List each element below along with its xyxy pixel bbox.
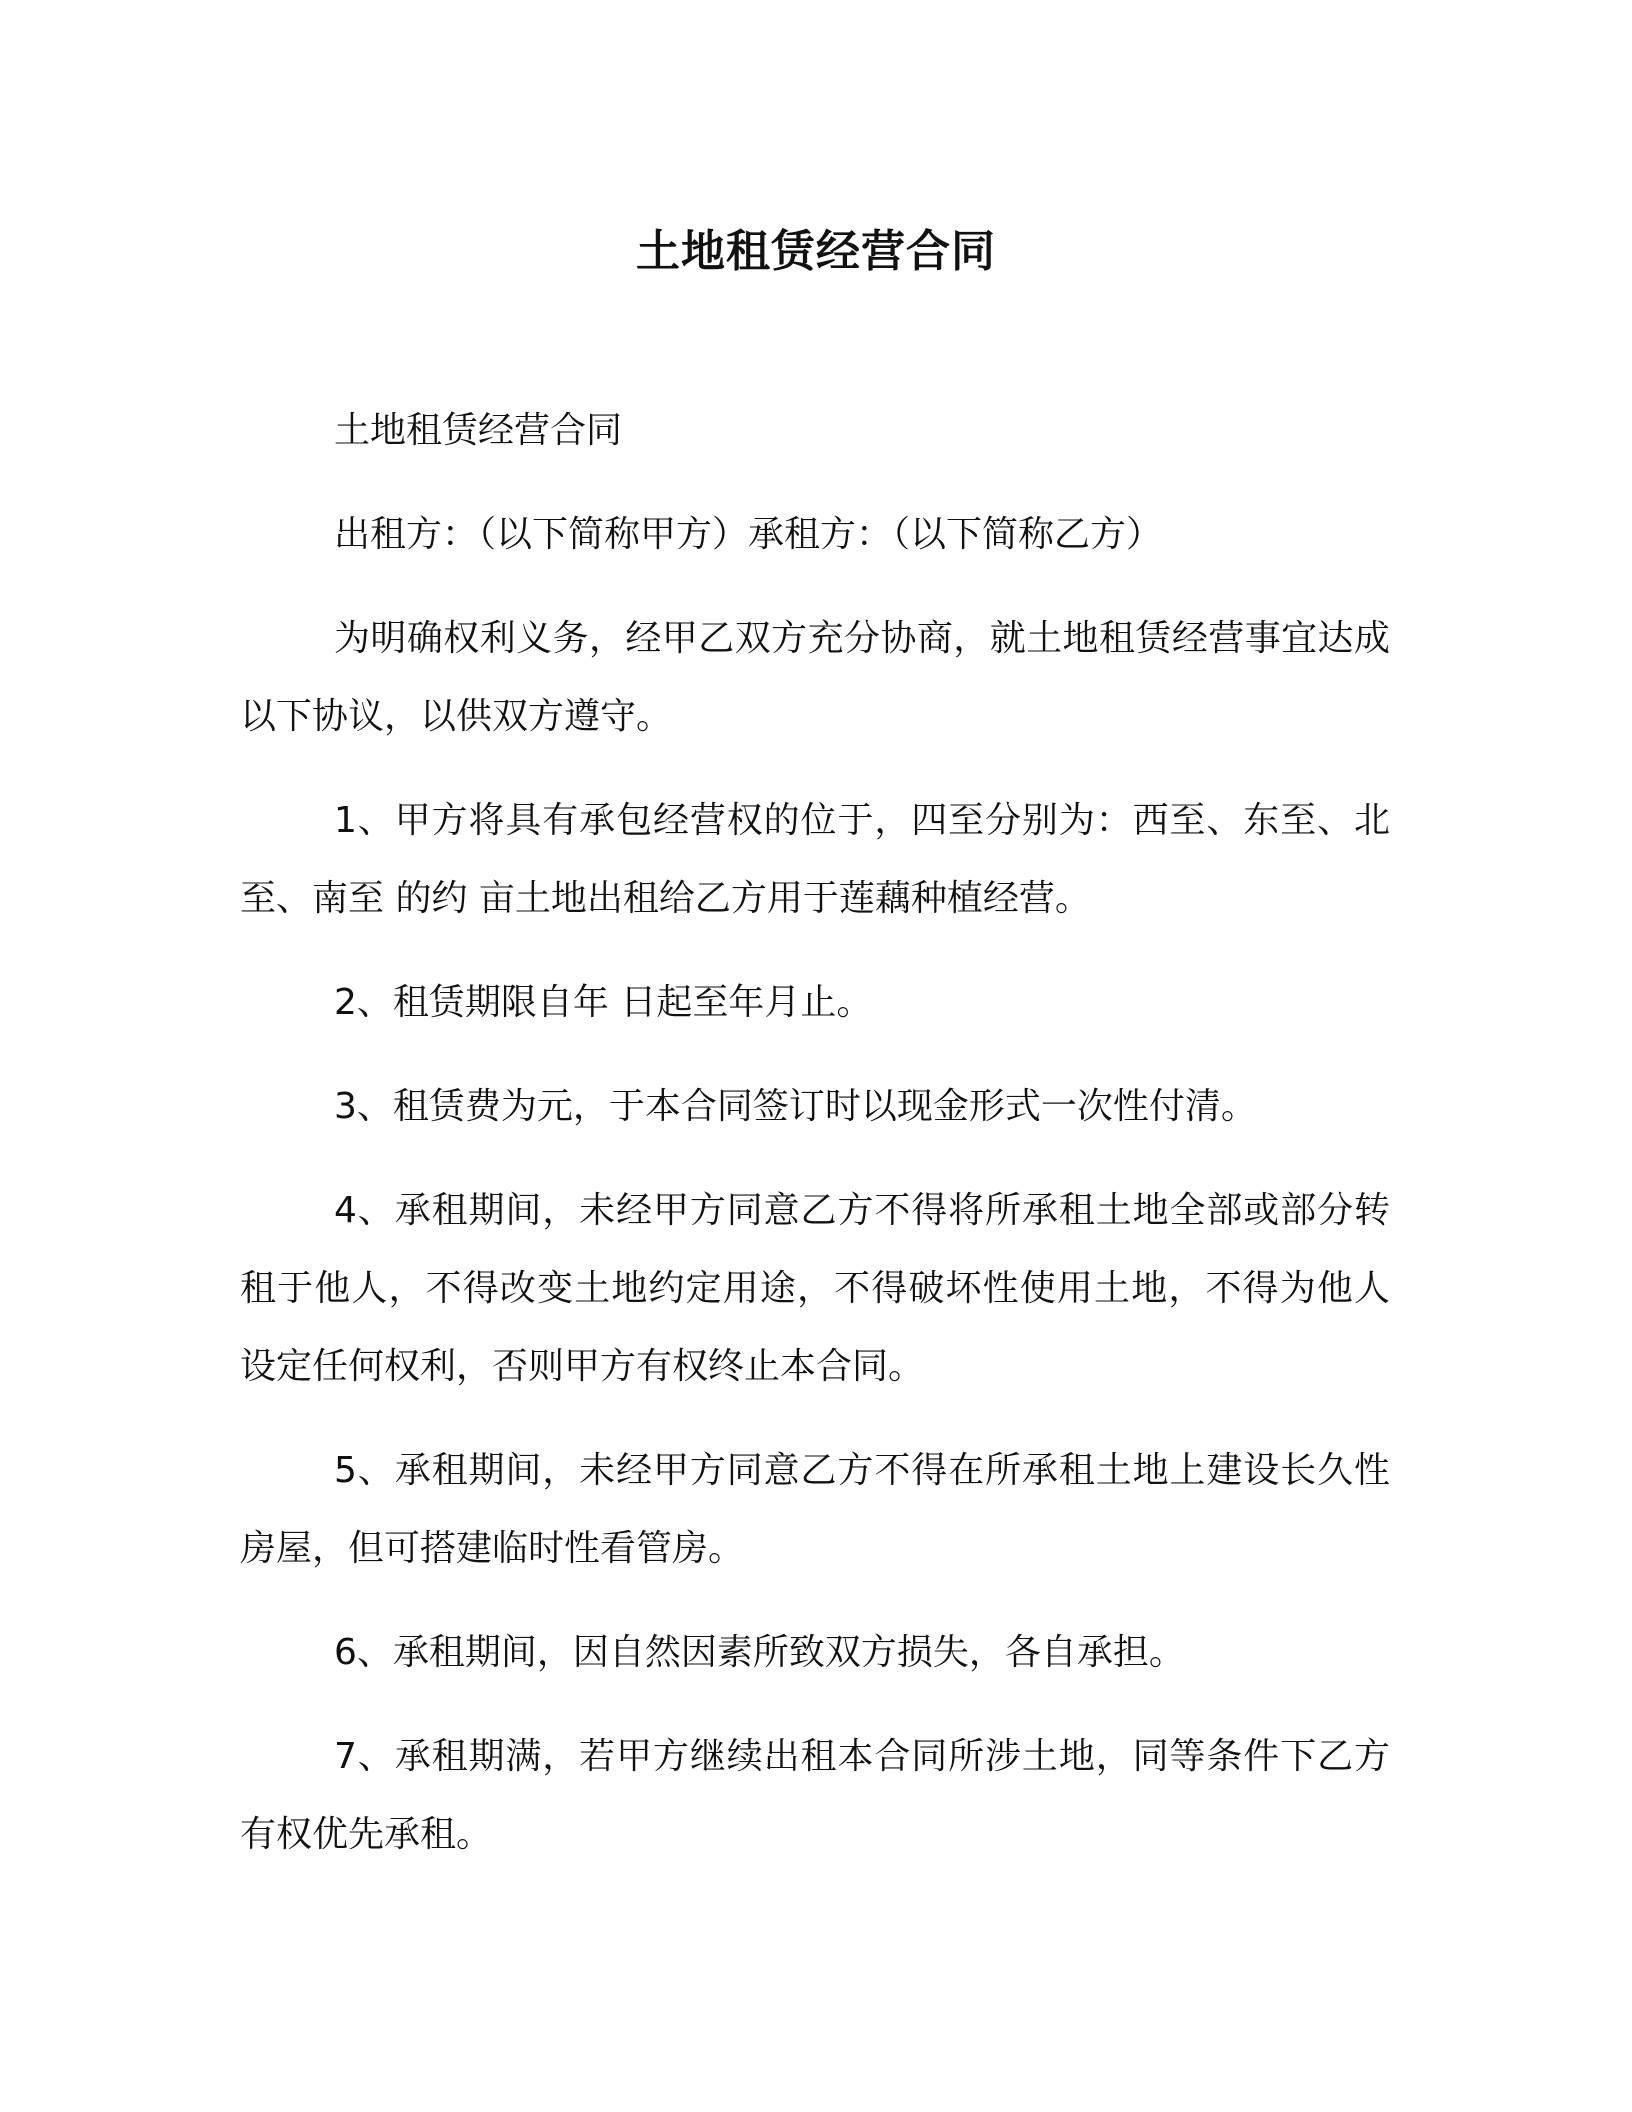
paragraph-clause-3: 3、租赁费为元，于本合同签订时以现金形式一次性付清。: [334, 1086, 1257, 1127]
paragraph-clause-5: 5、承租期间，未经甲方同意乙方不得在所承租土地上建设长久性房屋，但可搭建临时性看管房。: [240, 1450, 1390, 1569]
paragraph-clause-6: 6、承租期间，因自然因素所致双方损失，各自承担。: [334, 1632, 1185, 1673]
paragraph-clause-1: 1、甲方将具有承包经营权的位于，四至分别为：西至、东至、北至、南至 的约 亩土地出租给乙方用于莲藕种植经营。: [240, 800, 1390, 919]
paragraph-preamble: 为明确权利义务，经甲乙双方充分协商，就土地租赁经营事宜达成以下协议，以供双方遵守。: [240, 618, 1390, 737]
document-body: [240, 392, 1390, 1900]
document-title: 土地租赁经营合同: [636, 226, 996, 277]
paragraph-clause-7: 7、承租期满，若甲方继续出租本合同所涉土地，同等条件下乙方有权优先承租。: [240, 1736, 1390, 1855]
paragraph-clause-2: 2、租赁期限自年 日起至年月止。: [334, 982, 873, 1023]
paragraph-clause-4: 4、承租期间，未经甲方同意乙方不得将所承租土地全部或部分转租于他人，不得改变土地约定用途，不得破坏性使用土地，不得为他人设定任何权利，否则甲方有权终止本合同。: [240, 1190, 1390, 1387]
paragraph-subtitle: 土地租赁经营合同: [334, 410, 623, 451]
paragraph-parties: 出租方：（以下简称甲方）承租方：（以下简称乙方）: [334, 514, 1163, 555]
